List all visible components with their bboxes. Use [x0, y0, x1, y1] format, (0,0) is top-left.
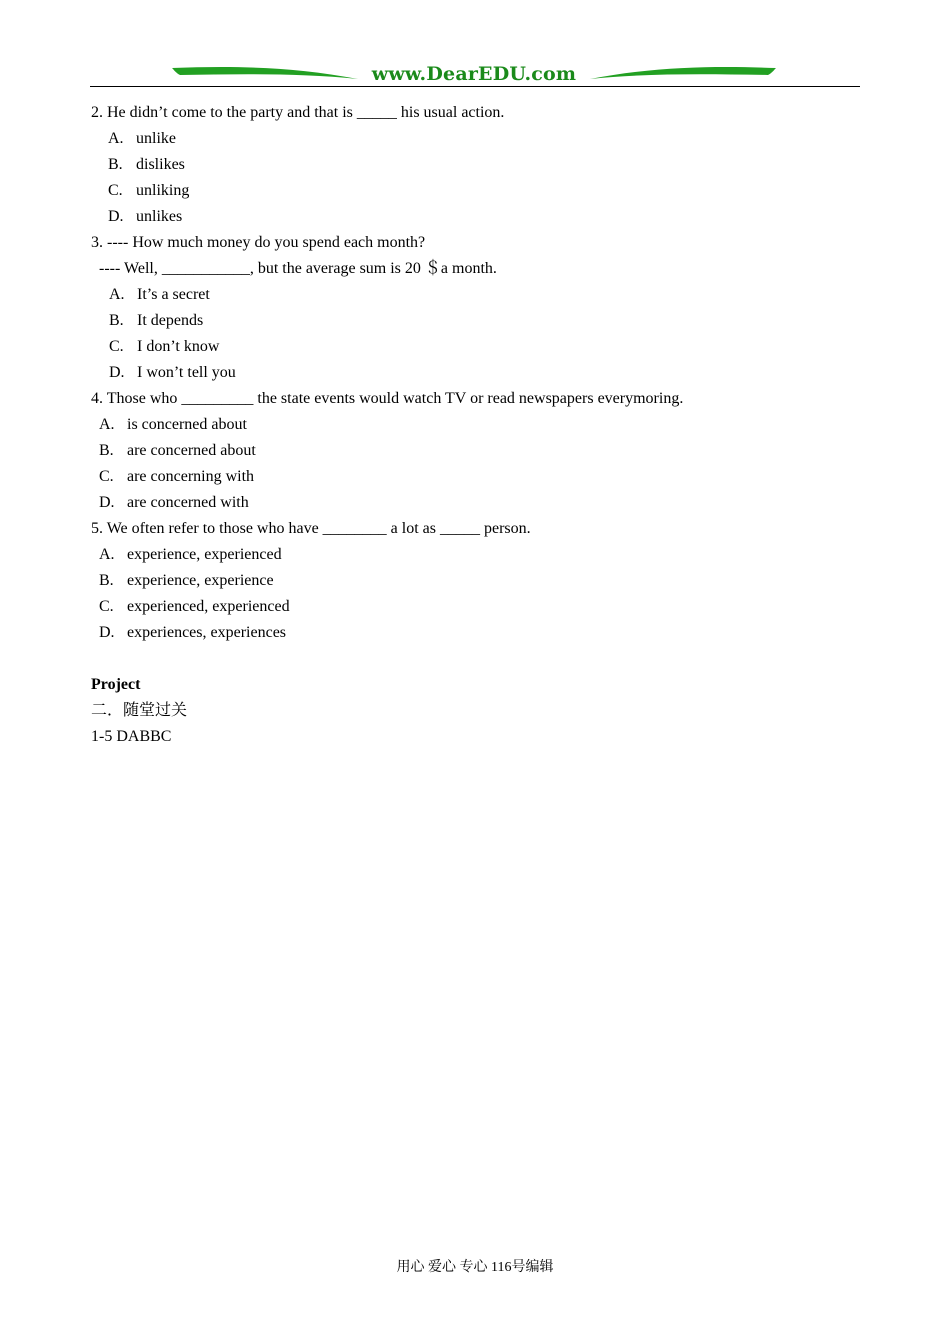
option-letter: B.: [99, 572, 114, 589]
option-b: [91, 152, 871, 178]
option-c: [91, 464, 871, 490]
option-c: [91, 178, 871, 204]
option-b: [91, 308, 871, 334]
header-divider: [90, 86, 860, 87]
option-letter: D.: [99, 624, 115, 641]
option-text: are concerning with: [127, 468, 255, 485]
question-3: [91, 230, 871, 386]
option-d: [91, 204, 871, 230]
option-letter: C.: [108, 182, 123, 199]
option-text: I don’t know: [137, 338, 220, 355]
option-text: experience, experience: [127, 572, 274, 589]
option-text: are concerned with: [127, 494, 249, 511]
option-a: [91, 126, 871, 152]
option-letter: A.: [99, 546, 115, 563]
option-text: It’s a secret: [137, 286, 210, 303]
document-body: [91, 100, 871, 750]
question-stem: 5. We often refer to those who have ________ a lot as _____ person.: [91, 520, 531, 537]
option-text: It depends: [137, 312, 204, 329]
option-d: [91, 620, 871, 646]
option-text: experienced, experienced: [127, 598, 290, 615]
option-b: [91, 438, 871, 464]
question-4: [91, 386, 871, 516]
option-text: dislikes: [136, 156, 185, 173]
question-2: [91, 100, 871, 230]
option-text: experience, experienced: [127, 546, 282, 563]
project-section: [91, 672, 871, 750]
option-a: [91, 542, 871, 568]
question-stem: 2. He didn’t come to the party and that is _____ his usual action.: [91, 104, 505, 121]
left-swoosh: [172, 67, 358, 79]
option-text: I won’t tell you: [137, 364, 236, 381]
option-d: [91, 490, 871, 516]
option-letter: A.: [99, 416, 115, 433]
option-a: [91, 282, 871, 308]
option-letter: D.: [108, 208, 124, 225]
option-letter: A.: [108, 130, 124, 147]
option-c: [91, 594, 871, 620]
option-letter: C.: [99, 468, 114, 485]
option-text: experiences, experiences: [127, 624, 287, 641]
option-b: [91, 568, 871, 594]
header-logo-text: www.DearEDU.com: [371, 63, 577, 85]
spacer: [91, 646, 871, 672]
question-stem: 4. Those who _________ the state events would watch TV or read newspapers everymoring.: [91, 390, 684, 407]
option-letter: C.: [99, 598, 114, 615]
page-header: [90, 62, 860, 90]
option-a: [91, 412, 871, 438]
option-letter: B.: [99, 442, 114, 459]
option-letter: D.: [99, 494, 115, 511]
question-stem: 3. ---- How much money do you spend each month?: [91, 234, 426, 251]
answer-key: 1-5 DABBC: [91, 728, 172, 745]
option-text: unlike: [136, 130, 176, 147]
option-letter: B.: [108, 156, 123, 173]
option-text: unlikes: [136, 208, 183, 225]
option-text: unliking: [136, 182, 190, 199]
option-letter: B.: [109, 312, 124, 329]
option-letter: C.: [109, 338, 124, 355]
option-text: is concerned about: [127, 416, 247, 433]
option-c: [91, 334, 871, 360]
option-letter: D.: [109, 364, 125, 381]
question-stem-reply: ---- Well, ___________, but the average sum is 20 ＄a month.: [99, 260, 497, 277]
page-footer: 用心 爱心 专心 116号编辑: [396, 1260, 554, 1275]
project-heading: Project: [91, 676, 141, 693]
option-d: [91, 360, 871, 386]
option-letter: A.: [109, 286, 125, 303]
right-swoosh: [590, 67, 776, 79]
option-text: are concerned about: [127, 442, 256, 459]
section-title: 二．随堂过关: [91, 702, 188, 719]
question-5: [91, 516, 871, 646]
